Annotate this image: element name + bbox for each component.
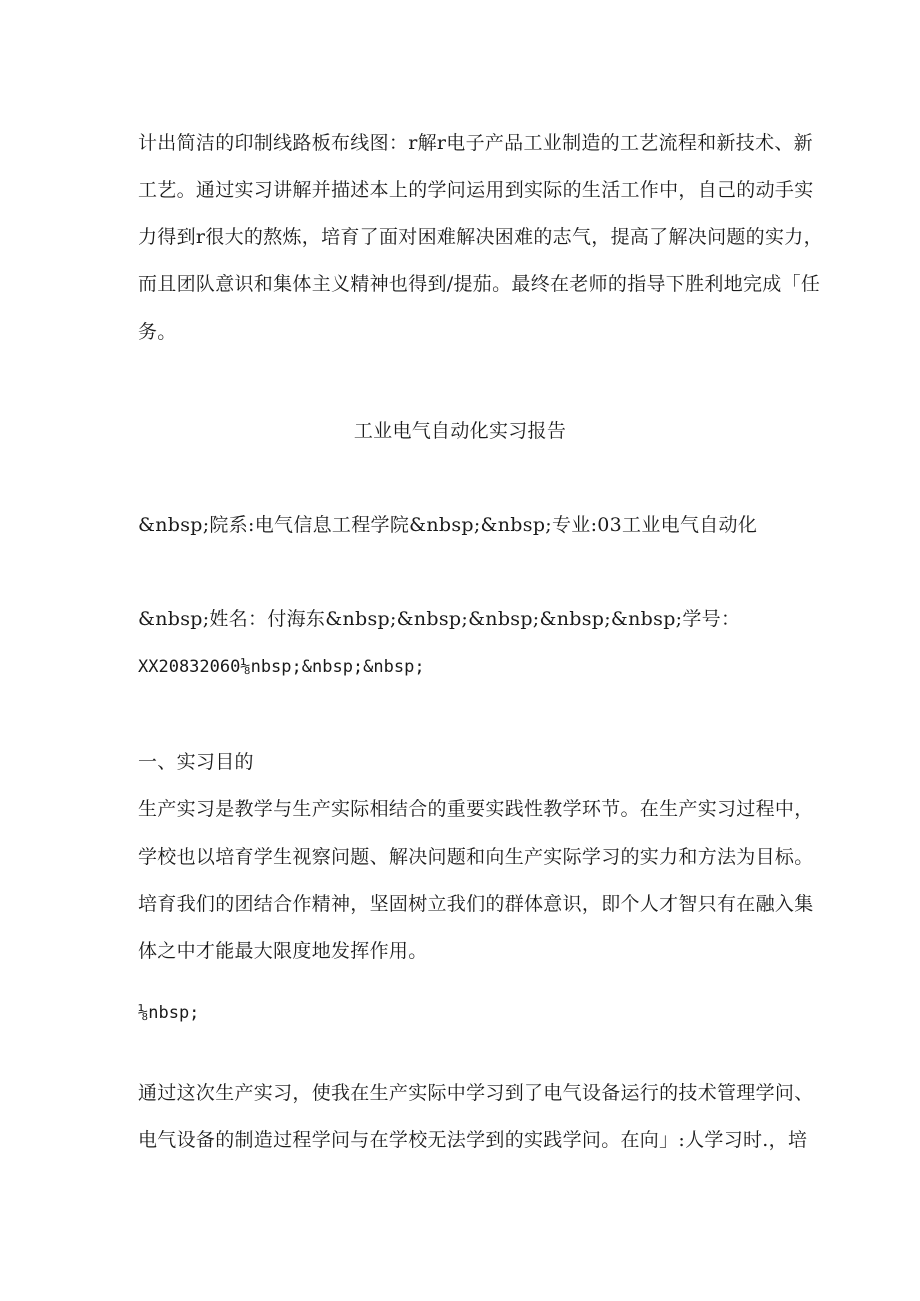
section-paragraph-line-1: 生产实习是教学与生产实际相结合的重要实践性教学环节。在生产实习过程中， — [138, 798, 814, 820]
name-line: &nbsp;姓名：付海东&nbsp;&nbsp;&nbsp;&nbsp;&nbsp;学号： — [138, 608, 741, 630]
department-line: &nbsp;院系:电气信息工程学院&nbsp;&nbsp;专业:03工业电气自动化 — [138, 514, 758, 536]
intro-line-4: 而且团队意识和集体主义精神也得到/提茄。最终在老师的指导下胜利地完成「任 — [138, 273, 821, 295]
section-paragraph-line-2: 学校也以培育学生视察问题、解决问题和向生产实际学习的实力和方法为目标。 — [138, 846, 814, 868]
section-heading: 一、实习目的 — [138, 751, 254, 773]
intro-line-2: 工艺。通过实习讲解并描述本上的学问运用到实际的生活工作中，自己的动手实 — [138, 179, 814, 201]
report-title: 工业电气自动化实习报告 — [353, 420, 567, 442]
intro-line-5: 务。 — [138, 321, 177, 343]
intro-line-3: 力得到r很大的熬炼，培育了面对困难解决困难的志气，提高了解决问题的实力， — [138, 226, 823, 248]
spacer-text: ⅛nbsp; — [138, 1003, 200, 1023]
section-paragraph-line-3: 培育我们的团结合作精神，坚固树立我们的群体意识，即个人才智只有在融入集 — [138, 893, 814, 915]
intro-line-1: 计出简洁的印制线路板布线图：r解r电子产品工业制造的工艺流程和新技术、新 — [138, 132, 813, 154]
section-paragraph-line-4: 体之中才能最大限度地发挥作用。 — [138, 940, 428, 962]
student-id-line: XX20832060⅛nbsp;&nbsp;&nbsp; — [138, 657, 425, 677]
paragraph2-line-1: 通过这次生产实习，使我在生产实际中学习到了电气设备运行的技术管理学问、 — [138, 1082, 814, 1104]
paragraph2-line-2: 电气设备的制造过程学问与在学校无法学到的实践学问。在向」:人学习时.，培 — [138, 1129, 808, 1151]
